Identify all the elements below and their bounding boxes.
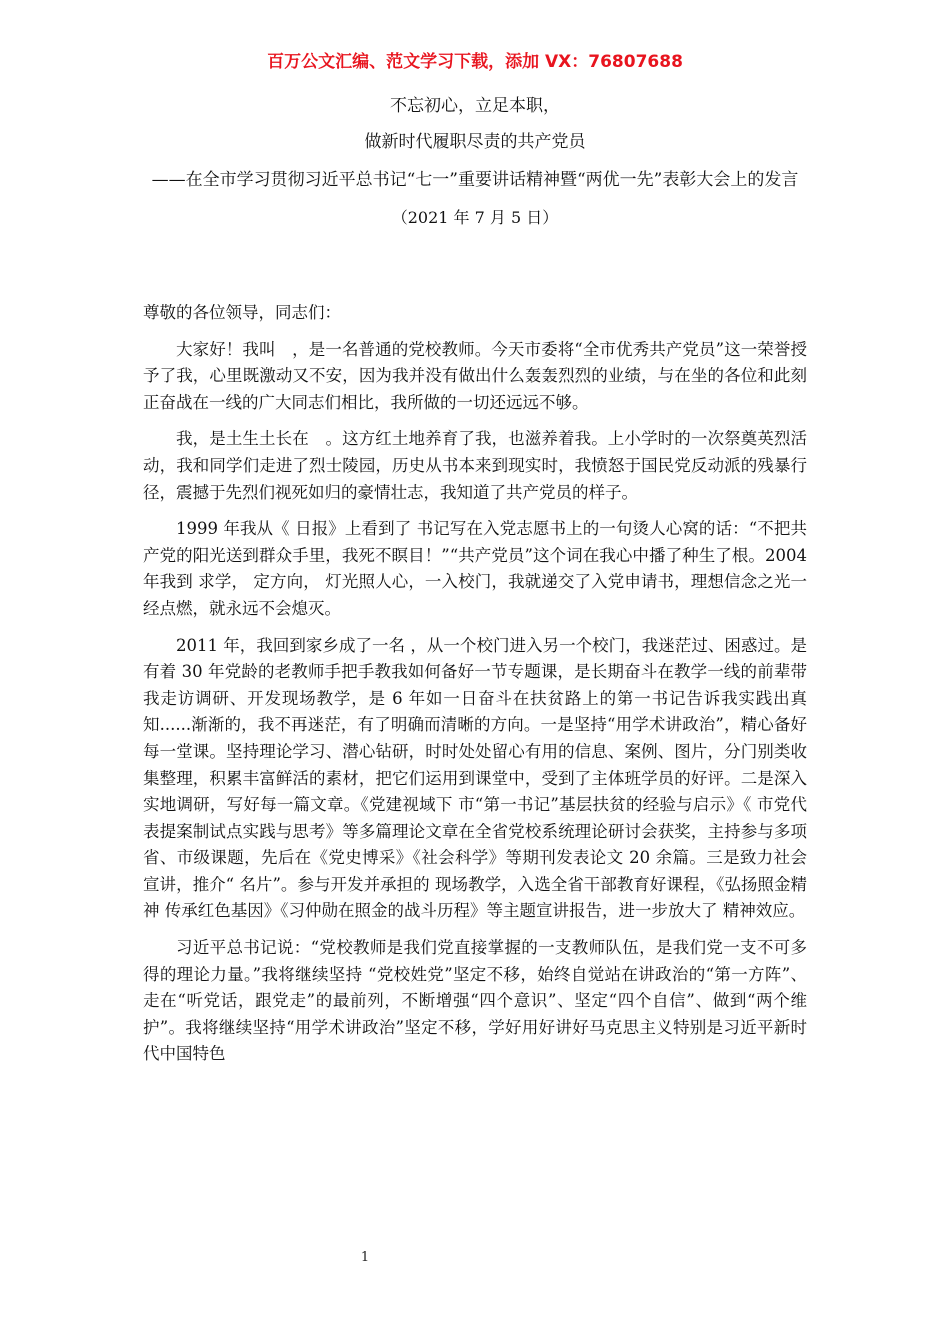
paragraph: 习近平总书记说：“党校教师是我们党直接掌握的一支教师队伍，是我们党一支不可多得的理论力量。”我将继续坚持 “党校姓党”坚定不移，始终自觉站在讲政治的“第一方阵”、走在“听党话，跟党走”的最前列，不断增强“四个意识”、坚定“四个自信”、做到“两个维护”。我将继续坚持“用学术讲政治”坚定不移，学好用好讲好马克思主义特别是习近平新时代中国特色: [143, 938, 807, 1064]
paragraph: 大家好！我叫 ，是一名普通的党校教师。今天市委将“全市优秀共产党员”这一荣誉授予了我，心里既激动又不安，因为我并没有做出什么轰轰烈烈的业绩，与在坐的各位和此刻正奋战在一线的广大同志们相比，我所做的一切还远远不够。: [143, 339, 807, 412]
document-date: （2021 年 7 月 5 日）: [391, 208, 559, 227]
watermark-banner: 百万公文汇编、范文学习下载，添加 VX：76807688: [267, 52, 683, 72]
document-title-block: [143, 88, 807, 232]
document-subtitle: ——在全市学习贯彻习近平总书记“七一”重要讲话精神暨“两优一先”表彰大会上的发言: [151, 170, 799, 190]
document-body: [143, 300, 807, 1078]
page-number: 1: [360, 1250, 370, 1265]
salutation: 尊敬的各位领导，同志们：: [143, 303, 341, 322]
paragraph: 我，是土生土长在 。这方红土地养育了我，也滋养着我。上小学时的一次祭奠英烈活动，我和同学们走进了烈士陵园，历史从书本来到现实时，我愤怒于国民党反动派的残暴行径，震撼于先烈们视死如归的豪情壮志，我知道了共产党员的样子。: [143, 429, 807, 502]
title-line-1: 不忘初心，立足本职，: [390, 96, 560, 116]
paragraph: 2011 年，我回到家乡成了一名 ，从一个校门进入另一个校门，我迷茫过、困惑过。是有着 30 年党龄的老教师手把手教我如何备好一节专题课，是长期奋斗在教学一线的前辈带我走访调研、开发现场教学，是 6 年如一日奋斗在扶贫路上的第一书记告诉我实践出真知......渐渐的，我不再迷茫，有了明确而清晰的方向。一是坚持“用学术讲政治”，精心备好每一堂课。坚持理论学习、潜心钻研，时时处处留心有用的信息、案例、图片，分门别类收集整理，积累丰富鲜活的素材，把它们运用到课堂中，受到了主体班学员的好评。二是深入实地调研，写好每一篇文章。《党建视域下 市“第一书记”基层扶贫的经验与启示》《 市党代表提案制试点实践与思考》等多篇理论文章在全省党校系统理论研讨会获奖，主持参与多项省、市级课题，先后在《党史博采》《社会科学》等期刊发表论文 20 余篇。三是致力社会宣讲，推介“ 名片”。参与开发并承担的 现场教学，入选全省干部教育好课程，《弘扬照金精神 传承红色基因》《习仲勋在照金的战斗历程》等主题宣讲报告，进一步放大了 精神效应。: [143, 635, 807, 921]
title-line-2: 做新时代履职尽责的共产党员: [364, 132, 586, 152]
paragraph: 1999 年我从《 日报》上看到了 书记写在入党志愿书上的一句烫人心窝的话：“不把共产党的阳光送到群众手里，我死不瞑目！”“共产党员”这个词在我心中播了种生了根。2004 年我到 求学， 定方向， 灯光照人心，一入校门，我就递交了入党申请书，理想信念之光一经点燃，就永远不会熄灭。: [143, 519, 807, 618]
